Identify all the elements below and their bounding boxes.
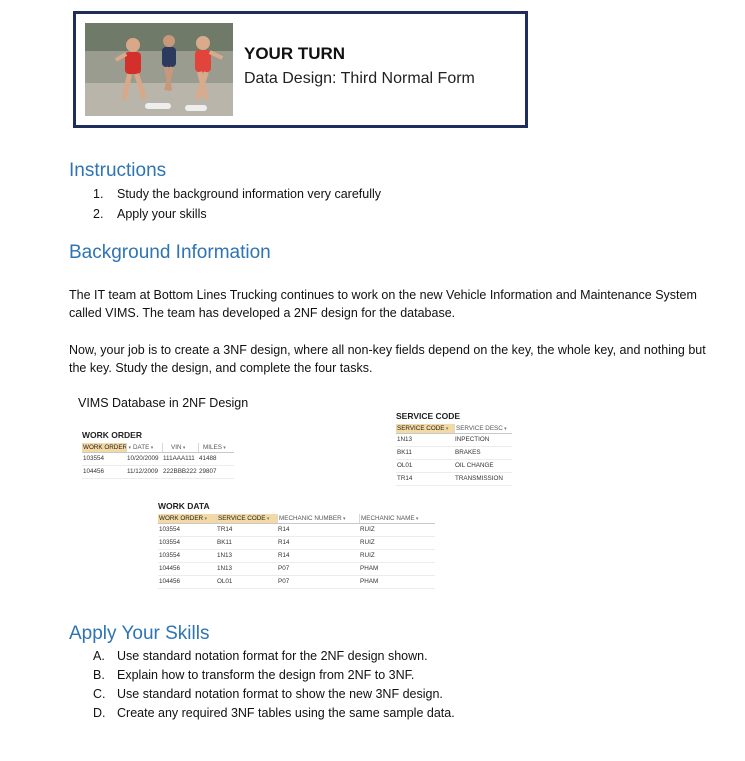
work-data-table — [158, 501, 435, 589]
list-item: B. Explain how to transform the design from 2NF to 3NF. — [93, 668, 415, 682]
column-header: MILES ▾ — [198, 443, 234, 452]
table-header — [82, 443, 234, 453]
page-subtitle: Data Design: Third Normal Form — [244, 70, 475, 87]
table-row: 103554 TR14 R14 RUIZ — [158, 524, 435, 537]
table-row: BK11 BRAKES — [396, 447, 512, 460]
list-item: C. Use standard notation format to show the new 3NF design. — [93, 687, 443, 701]
table-row: OL01 OIL CHANGE — [396, 460, 512, 473]
page-title: YOUR TURN — [244, 44, 346, 63]
instructions-list — [93, 184, 381, 224]
table-row: 1N13 INPECTION — [396, 434, 512, 447]
column-header: WORK ORDER ▾ — [158, 514, 216, 523]
column-header: SERVICE DESC ▾ — [454, 424, 512, 433]
column-header: SERVICE CODE ▾ — [396, 424, 454, 433]
background-paragraph-2: Now, your job is to create a 3NF design, where all non-key fields depend on the key, the whole key, and nothing but the key. Study the design, and complete the four tasks. — [69, 343, 706, 375]
work-order-table — [82, 430, 234, 479]
table-title: SERVICE CODE — [396, 411, 461, 421]
column-header: SERVICE CODE ▾ — [216, 514, 277, 523]
table-row: TR14 TRANSMISSION — [396, 473, 512, 486]
diagram-caption: VIMS Database in 2NF Design — [78, 396, 249, 410]
background-heading: Background Information — [69, 242, 271, 263]
skills-list — [93, 647, 455, 723]
instructions-heading: Instructions — [69, 160, 167, 181]
background-paragraph-1: The IT team at Bottom Lines Trucking continues to work on the new Vehicle Information and Maintenance System called VIMS. The team has developed a 2NF design for the database. — [69, 288, 697, 320]
table-header — [158, 514, 435, 524]
table-row: 104456 1N13 P07 PHAM — [158, 563, 435, 576]
list-item: A. Use standard notation format for the 2NF design shown. — [93, 649, 428, 663]
list-item: 2. Apply your skills — [93, 207, 207, 221]
table-row: 103554 10/20/2009 111AAA111 41488 — [82, 453, 234, 466]
column-header: MECHANIC NUMBER ▾ — [277, 514, 359, 523]
service-code-table — [396, 411, 512, 486]
table-row: 103554 1N13 R14 RUIZ — [158, 550, 435, 563]
skills-heading: Apply Your Skills — [69, 623, 210, 644]
table-row: 103554 BK11 R14 RUIZ — [158, 537, 435, 550]
runners-image — [85, 23, 233, 116]
table-row: 104456 11/12/2009 222BBB222 29807 — [82, 466, 234, 479]
column-header: MECHANIC NAME ▾ — [359, 514, 435, 523]
table-header — [396, 424, 512, 434]
runners-photo — [85, 23, 233, 116]
table-row: 104456 OL01 P07 PHAM — [158, 576, 435, 589]
list-item: D. Create any required 3NF tables using the same sample data. — [93, 706, 455, 720]
table-title: WORK ORDER — [82, 430, 142, 440]
table-title: WORK DATA — [158, 501, 210, 511]
list-item: 1. Study the background information very carefully — [93, 187, 382, 201]
column-header: VIN ▾ — [162, 443, 198, 452]
header-banner — [73, 11, 528, 128]
column-header: DATE ▾ — [126, 443, 162, 452]
column-header: WORK ORDER ▾ — [82, 443, 126, 452]
